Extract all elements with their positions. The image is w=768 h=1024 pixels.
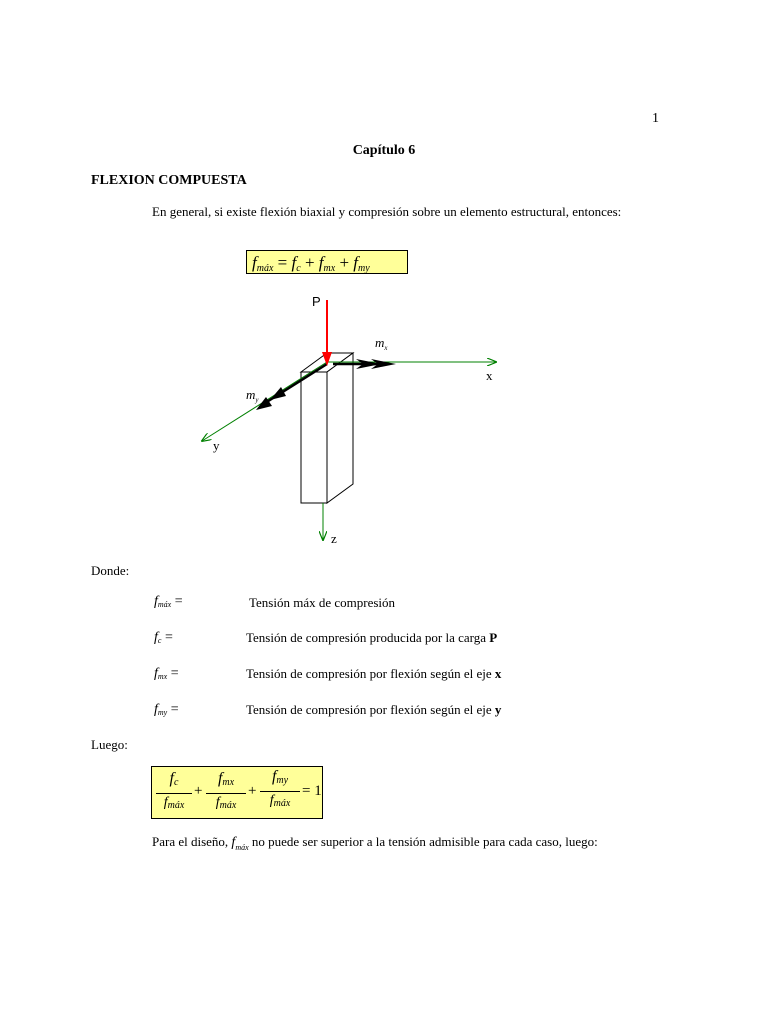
load-label: P: [312, 294, 321, 309]
design-paragraph: Para el diseño, $f_{máx}$ no puede ser superior a la tensión admisible para cada caso, luego:: [152, 834, 598, 852]
donde-label: Donde:: [91, 563, 130, 578]
intro-paragraph: En general, si existe flexión biaxial y compresión sobre un elemento estructural, entonces:: [152, 204, 622, 219]
fraction-fc: $f_c$ $f_{máx}$: [156, 769, 192, 815]
definition-term-fmax: $f_{máx}$ =: [154, 594, 183, 609]
definition-desc-fmx: Tensión de compresión por flexión según el eje x: [246, 666, 502, 681]
max-stress-equation: $f_{máx} = f_c + f_{mx} + f_{my}$: [246, 250, 408, 274]
interaction-equation: $f_c$ $f_{máx}$ + $f_{mx}$ $f_{máx}$ + $f_{my}$ $f_{máx}$ = 1: [151, 766, 323, 819]
y-axis-label: y: [213, 438, 220, 453]
chapter-title: Capítulo 6: [352, 143, 416, 158]
moment-x-label: $m_x$: [375, 335, 388, 352]
x-axis-label: x: [486, 368, 493, 383]
definition-desc-fc: Tensión de compresión producida por la carga P: [246, 630, 498, 645]
definition-term-fmx: $f_{mx}$ =: [154, 666, 179, 681]
section-title: FLEXION COMPUESTA: [91, 173, 247, 188]
fraction-fmy: $f_{my}$ $f_{máx}$: [260, 767, 300, 813]
definition-desc-fmy: Tensión de compresión por flexión según el eje y: [246, 702, 502, 717]
z-axis-label: z: [331, 531, 337, 546]
definition-term-fmy: $f_{my}$ =: [154, 702, 179, 717]
definition-desc-fmax: Tensión máx de compresión: [249, 595, 396, 610]
definition-term-fc: $f_c$ =: [154, 630, 173, 645]
luego-label: Luego:: [91, 737, 128, 752]
moment-y-label: $m_y$: [246, 387, 259, 404]
page-number: 1: [652, 111, 659, 126]
fraction-fmx: $f_{mx}$ $f_{máx}$: [206, 769, 246, 815]
